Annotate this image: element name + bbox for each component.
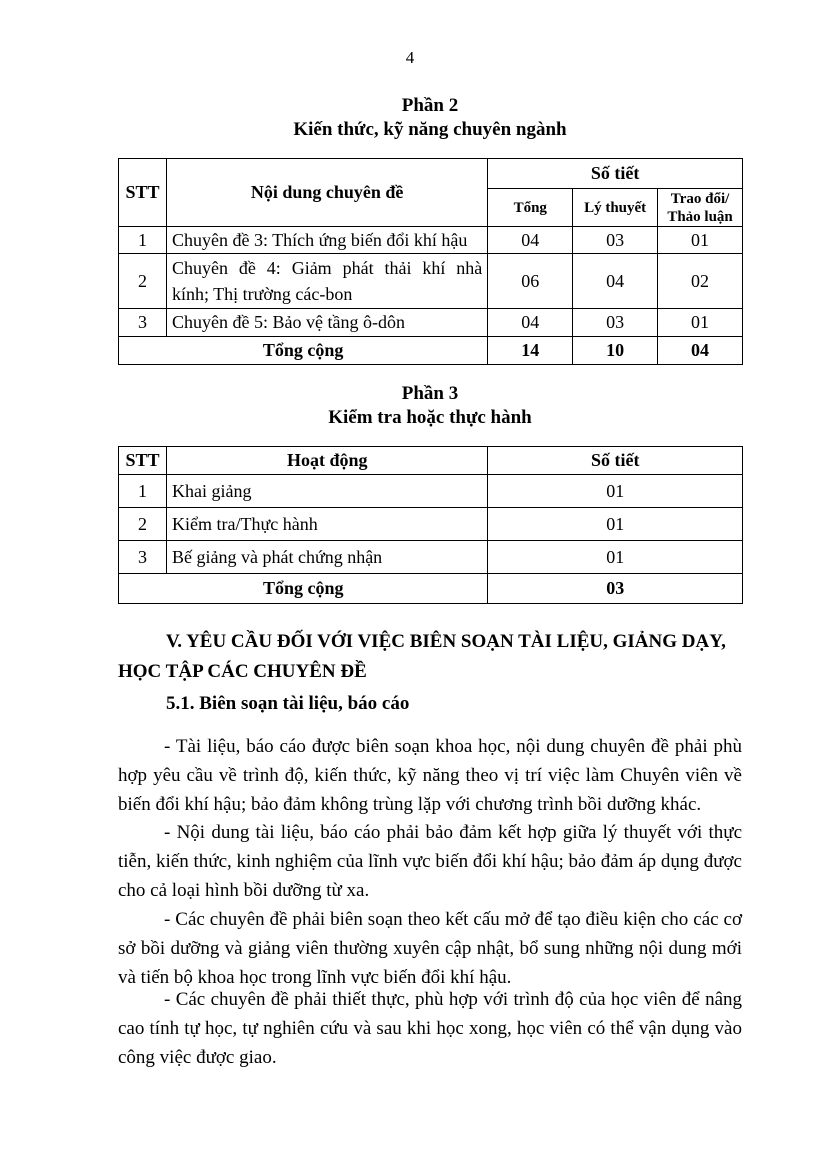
row-total: 04 [488, 227, 573, 254]
row-periods: 01 [488, 508, 743, 541]
sum-discussion: 04 [658, 337, 743, 365]
row-discussion: 02 [658, 254, 743, 309]
header-theory: Lý thuyết [573, 189, 658, 227]
header-total: Tổng [488, 189, 573, 227]
part3-table [118, 446, 743, 604]
row-theory: 03 [573, 227, 658, 254]
row-stt: 1 [119, 475, 167, 508]
paragraph: - Các chuyên đề phải biên soạn theo kết cấu mở để tạo điều kiện cho các cơ sở bồi dưỡng và giảng viên thường xuyên cập nhật, bổ sung những nội dung mới và tiến bộ khoa học trong lĩnh vực biến đổi khí hậu. [118, 909, 742, 988]
header-periods: Số tiết [488, 159, 743, 189]
row-theory: 03 [573, 309, 658, 337]
table-sum-row [119, 574, 743, 604]
table-row [119, 254, 743, 309]
row-content: Chuyên đề 3: Thích ứng biến đổi khí hậu [166, 227, 487, 254]
header-discussion-line1: Trao đổi/ [670, 190, 730, 207]
row-activity: Kiểm tra/Thực hành [166, 508, 487, 541]
section-v-heading-line1: V. YÊU CẦU ĐỐI VỚI VIỆC BIÊN SOẠN TÀI LIỆU, GIẢNG DẠY, [166, 631, 726, 652]
table-sum-row [119, 337, 743, 365]
section-v-heading-line2: HỌC TẬP CÁC CHUYÊN ĐỀ [118, 661, 367, 682]
part3-title: Kiểm tra hoặc thực hành [328, 407, 532, 428]
row-periods: 01 [488, 541, 743, 574]
page-number: 4 [405, 48, 415, 67]
table-row [119, 475, 743, 508]
row-theory: 04 [573, 254, 658, 309]
row-discussion: 01 [658, 309, 743, 337]
row-stt: 3 [119, 309, 167, 337]
row-total: 04 [488, 309, 573, 337]
sum-periods: 03 [488, 574, 743, 604]
part2-table [118, 158, 743, 365]
section-v-subheading: 5.1. Biên soạn tài liệu, báo cáo [166, 693, 410, 714]
part3-label: Phần 3 [401, 383, 459, 404]
row-activity: Bế giảng và phát chứng nhận [166, 541, 487, 574]
part2-label: Phần 2 [401, 95, 459, 116]
table-row [119, 227, 743, 254]
table-row [119, 309, 743, 337]
header-stt: STT [119, 447, 167, 475]
paragraph: - Các chuyên đề phải thiết thực, phù hợp với trình độ của học viên để nâng cao tính tự học, tự nghiên cứu và sau khi học xong, học viên có thể vận dụng vào công việc được giao. [118, 989, 742, 1068]
row-total: 06 [488, 254, 573, 309]
sum-total: 14 [488, 337, 573, 365]
table-row [119, 541, 743, 574]
header-activity: Hoạt động [166, 447, 487, 475]
row-discussion: 01 [658, 227, 743, 254]
row-stt: 2 [119, 508, 167, 541]
sum-label: Tổng cộng [119, 337, 488, 365]
row-activity: Khai giảng [166, 475, 487, 508]
header-content: Nội dung chuyên đề [166, 159, 487, 227]
paragraph: - Tài liệu, báo cáo được biên soạn khoa học, nội dung chuyên đề phải phù hợp yêu cầu về trình độ, kiến thức, kỹ năng theo vị trí việc làm Chuyên viên về biến đổi khí hậu; bảo đảm không trùng lặp với chương trình bồi dưỡng khác. [118, 736, 742, 815]
header-stt: STT [119, 159, 167, 227]
header-discussion [658, 189, 743, 227]
header-discussion-line2: Thảo luận [667, 208, 733, 225]
part2-title: Kiến thức, kỹ năng chuyên ngành [293, 119, 567, 140]
row-content-line2: kính; Thị trường các-bon [171, 284, 353, 304]
row-content: Chuyên đề 5: Bảo vệ tầng ô-dôn [166, 309, 487, 337]
table-row [119, 508, 743, 541]
header-periods: Số tiết [488, 447, 743, 475]
row-stt: 3 [119, 541, 167, 574]
row-content [166, 254, 487, 309]
row-stt: 1 [119, 227, 167, 254]
sum-theory: 10 [573, 337, 658, 365]
row-content-line1: Chuyên đề 4: Giảm phát thải khí nhà [171, 258, 483, 278]
sum-label: Tổng cộng [119, 574, 488, 604]
paragraph: - Nội dung tài liệu, báo cáo phải bảo đảm kết hợp giữa lý thuyết với thực tiễn, kiến thức, kinh nghiệm của lĩnh vực biến đổi khí hậu; bảo đảm áp dụng được cho cả loại hình bồi dưỡng từ xa. [118, 822, 742, 901]
row-periods: 01 [488, 475, 743, 508]
row-stt: 2 [119, 254, 167, 309]
